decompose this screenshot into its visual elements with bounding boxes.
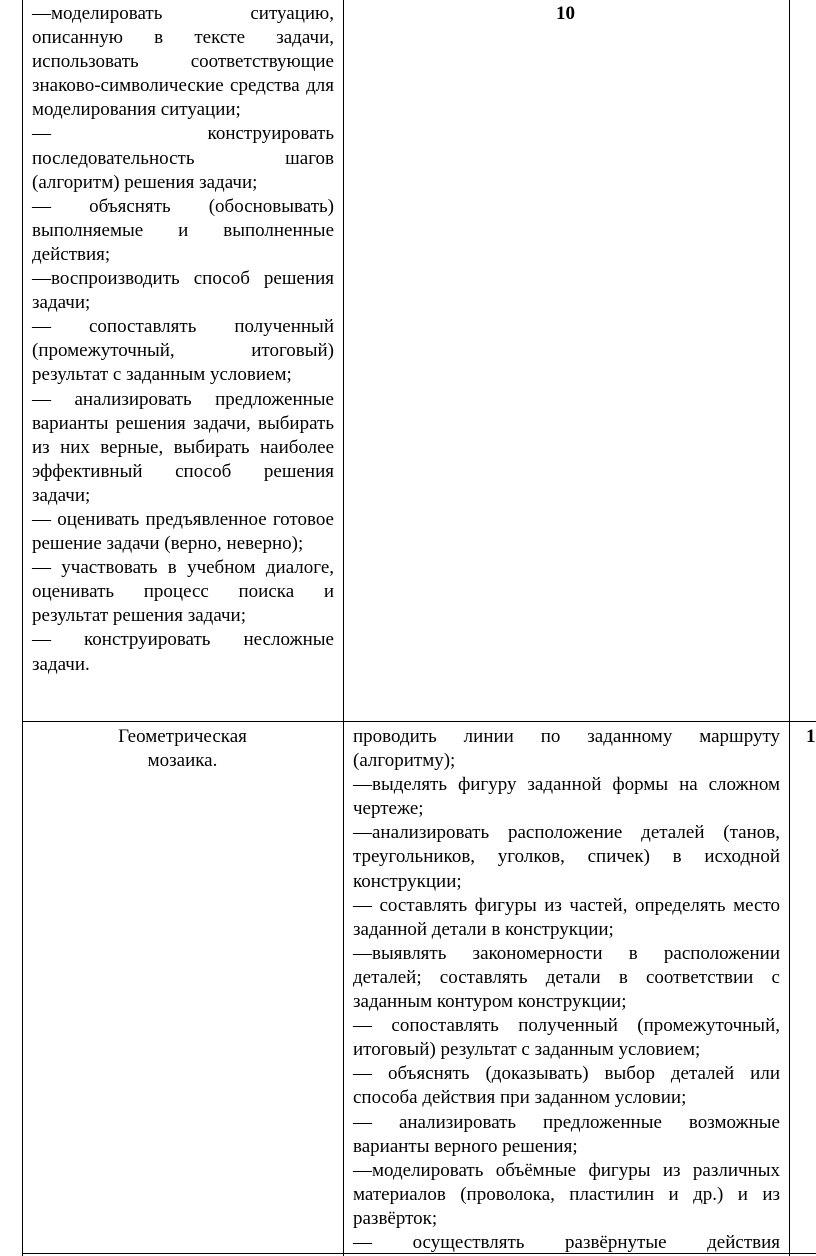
row2-topic-line1: Геометрическая [118,726,247,747]
row1-activity-3: — объяснять (обосновывать) выполняемые и выполненные действия; [32,195,334,265]
row1-activity-7: — оценивать предъявленное готовое решение задачи (верно, неверно); [32,508,334,555]
row2-activities-cell [353,725,780,1255]
row1-activity-8: — участвовать в учебном диалоге, оценивать процесс поиска и результат решения задачи; [32,557,334,627]
row2-activity-1: проводить линии по заданному маршруту (алгоритму); [353,726,780,772]
table-border-left [22,0,23,1256]
row1-activity-4: —воспроизводить способ решения задачи; [32,268,334,314]
row1-activity-5: — сопоставлять полученный (промежуточный, итоговый) результат с заданным условием; [32,316,334,386]
row2-topic-line2: мозаика. [147,750,218,771]
row2-activity-3: —анализировать расположение деталей (танов, треугольников, уголков, спичек) в исходной конструкции; [353,822,780,892]
row2-activity-6: — сопоставлять полученный (промежуточный, итоговый) результат с заданным условием; [353,1015,780,1061]
row1-activity-2: — конструировать последовательность шагов (алгоритм) решения задачи; [32,123,334,193]
row2-activity-5: —выявлять закономерности в расположении деталей; составлять детали в соответствии с заданным контуром конструкции; [353,942,780,1013]
row1-activity-6: — анализировать предложенные варианты решения задачи, выбирать из них верные, выбирать наиболее эффективный способ решения задачи; [32,388,334,506]
table-row-divider [22,721,816,722]
table-border-col2 [789,0,790,1256]
row1-activity-1: —моделировать ситуацию, описанную в тексте задачи, использовать соответствующие знаково-символические средства для моделирования ситуации; [32,3,334,121]
row2-activity-2: —выделять фигуру заданной формы на сложном чертеже; [353,774,780,820]
table-border-col1 [343,0,344,1256]
row2-activity-9: —моделировать объёмные фигуры из различных материалов (проволока, пластилин и др.) и из развёрток; [353,1159,780,1229]
row2-hours: 1 [806,726,816,747]
row1-activities-cell [32,2,334,677]
row1-activity-9: — конструировать несложные задачи. [32,629,334,675]
row2-topic-cell [22,725,343,773]
row2-activity-8: — анализировать предложенные возможные варианты верного решения; [353,1111,780,1157]
row1-hours: 10 [556,3,575,24]
row2-activity-10: — осуществлять развёрнутые действия [353,1231,780,1253]
row2-activity-7: — объяснять (доказывать) выбор деталей или способа действия при заданном условии; [353,1063,780,1109]
row2-activity-4: — составлять фигуры из частей, определять место заданной детали в конструкции; [353,894,780,940]
